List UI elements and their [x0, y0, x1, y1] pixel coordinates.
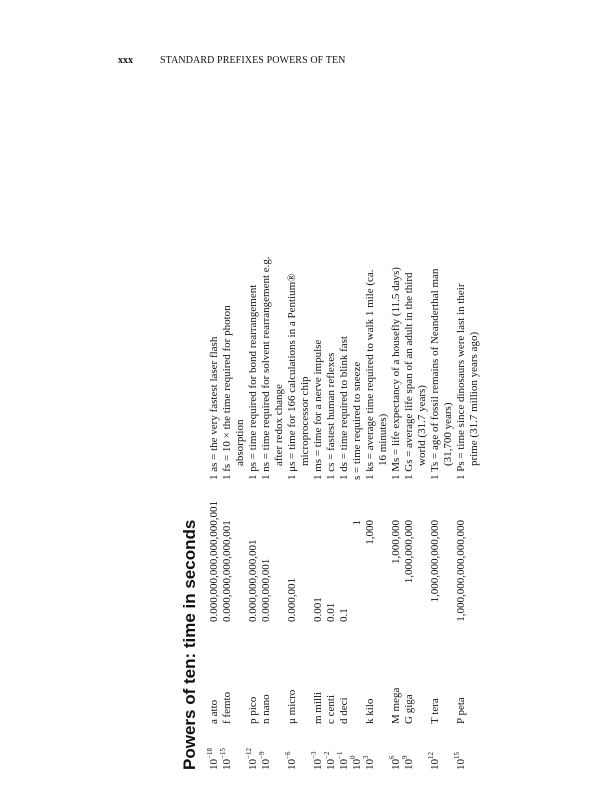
power-exponent: $10^9$: [401, 755, 415, 770]
seconds-value: 0.000,000,001: [260, 558, 272, 622]
power-exponent: $10^{-6}$: [284, 751, 298, 770]
power-exponent: $10^{-15}$: [219, 748, 233, 770]
seconds-value: 0.1: [338, 608, 350, 622]
prefix-name: μ micro: [286, 689, 298, 724]
example-line: (31,700 years): [442, 402, 454, 466]
page-number: xxx: [118, 55, 133, 66]
example-description: [390, 65, 403, 480]
prefix-name: p pico: [247, 696, 259, 724]
seconds-value: 0.000,000,000,001: [247, 539, 259, 622]
seconds-value: 1: [351, 520, 363, 526]
example-line: 1 Ps = time since dinosaurs were last in their: [455, 283, 467, 480]
example-line: 1 fs = 10 × the time required for photon: [221, 305, 233, 480]
seconds-value: 0.000,000,000,000,000,001: [208, 501, 220, 622]
example-line: after redox change: [273, 384, 285, 466]
example-description: [338, 65, 351, 480]
example-line: 1 as = the very fastest laser flash: [208, 336, 220, 480]
example-line: 1 Gs = average life span of an adult in the third: [403, 272, 415, 480]
power-exponent: $10^{-1}$: [336, 751, 350, 770]
example-line: absorption: [234, 419, 246, 466]
prefix-name: n nano: [260, 694, 272, 724]
example-description: [221, 65, 247, 480]
power-exponent: $10^{15}$: [453, 752, 467, 770]
example-description: [455, 65, 481, 480]
running-title: STANDARD PREFIXES POWERS OF TEN: [160, 55, 346, 66]
example-description: [364, 65, 390, 480]
prefix-name: G giga: [403, 694, 415, 724]
example-line: 1 ks = average time required to walk 1 mile (ca.: [364, 269, 376, 480]
example-line: 1 ns = time required for solvent rearrangement e.g.: [260, 256, 272, 480]
example-description: [208, 65, 221, 480]
example-line: 1 Ts = age of fossil remains of Neanderthal man: [429, 268, 441, 480]
power-exponent: $10^{-18}$: [206, 748, 220, 770]
power-exponent: $10^6$: [388, 755, 402, 770]
example-line: s = time required to sneeze: [351, 361, 363, 480]
power-exponent: $10^3$: [362, 755, 376, 770]
power-exponent: $10^{-9}$: [258, 751, 272, 770]
power-exponent: $10^0$: [349, 755, 363, 770]
seconds-value: 0.000,000,000,000,001: [221, 520, 233, 622]
example-line: microprocessor chip: [299, 376, 311, 466]
prefix-name: P peta: [455, 697, 467, 724]
example-description: [325, 65, 338, 480]
example-line: 1 μs = time for 166 calculations in a Pentium®: [286, 273, 298, 480]
example-description: [351, 65, 364, 480]
example-line: 1 Ms = life expectancy of a housefly (11.5 days): [390, 267, 402, 480]
seconds-value: 1,000,000,000: [403, 520, 415, 584]
example-description: [403, 65, 429, 480]
example-description: [312, 65, 325, 480]
seconds-value: 1,000,000: [390, 520, 402, 564]
example-line: 1 ds = time required to blink fast: [338, 336, 350, 480]
seconds-value: 0.01: [325, 602, 337, 622]
example-line: world (31.7 years): [416, 385, 428, 466]
prefix-name: f femto: [221, 691, 233, 724]
prefix-name: a atto: [208, 699, 220, 724]
power-exponent: $10^{-12}$: [245, 748, 259, 770]
power-exponent: $10^{-3}$: [310, 751, 324, 770]
power-exponent: $10^{-2}$: [323, 751, 337, 770]
example-line: prime (31.7 million years ago): [468, 331, 480, 466]
example-line: 1 ms = time for a nerve impulse: [312, 339, 324, 480]
prefix-name: m milli: [312, 691, 324, 724]
seconds-value: 1,000,000,000,000: [429, 520, 441, 603]
prefix-name: k kilo: [364, 698, 376, 724]
seconds-value: 1,000: [364, 520, 376, 545]
example-description: [429, 65, 455, 480]
power-exponent: $10^{12}$: [427, 752, 441, 770]
prefix-name: c centi: [325, 694, 337, 724]
seconds-value: 1,000,000,000,000,000: [455, 520, 467, 622]
seconds-value: 0.000,001: [286, 578, 298, 622]
example-line: 1 cs = fastest human reflexes: [325, 352, 337, 480]
prefix-name: M mega: [390, 687, 402, 724]
prefix-name: T tera: [429, 698, 441, 724]
example-description: [286, 65, 312, 480]
example-description: [260, 65, 286, 480]
example-line: 16 minutes): [377, 413, 389, 466]
prefix-name: d deci: [338, 697, 350, 724]
table-title: Powers of ten: time in seconds: [180, 519, 199, 770]
example-description: [247, 65, 260, 480]
example-line: 1 ps = time required for bond rearrangement: [247, 284, 259, 480]
seconds-value: 0.001: [312, 597, 324, 622]
rotated-table-page: [180, 65, 540, 770]
